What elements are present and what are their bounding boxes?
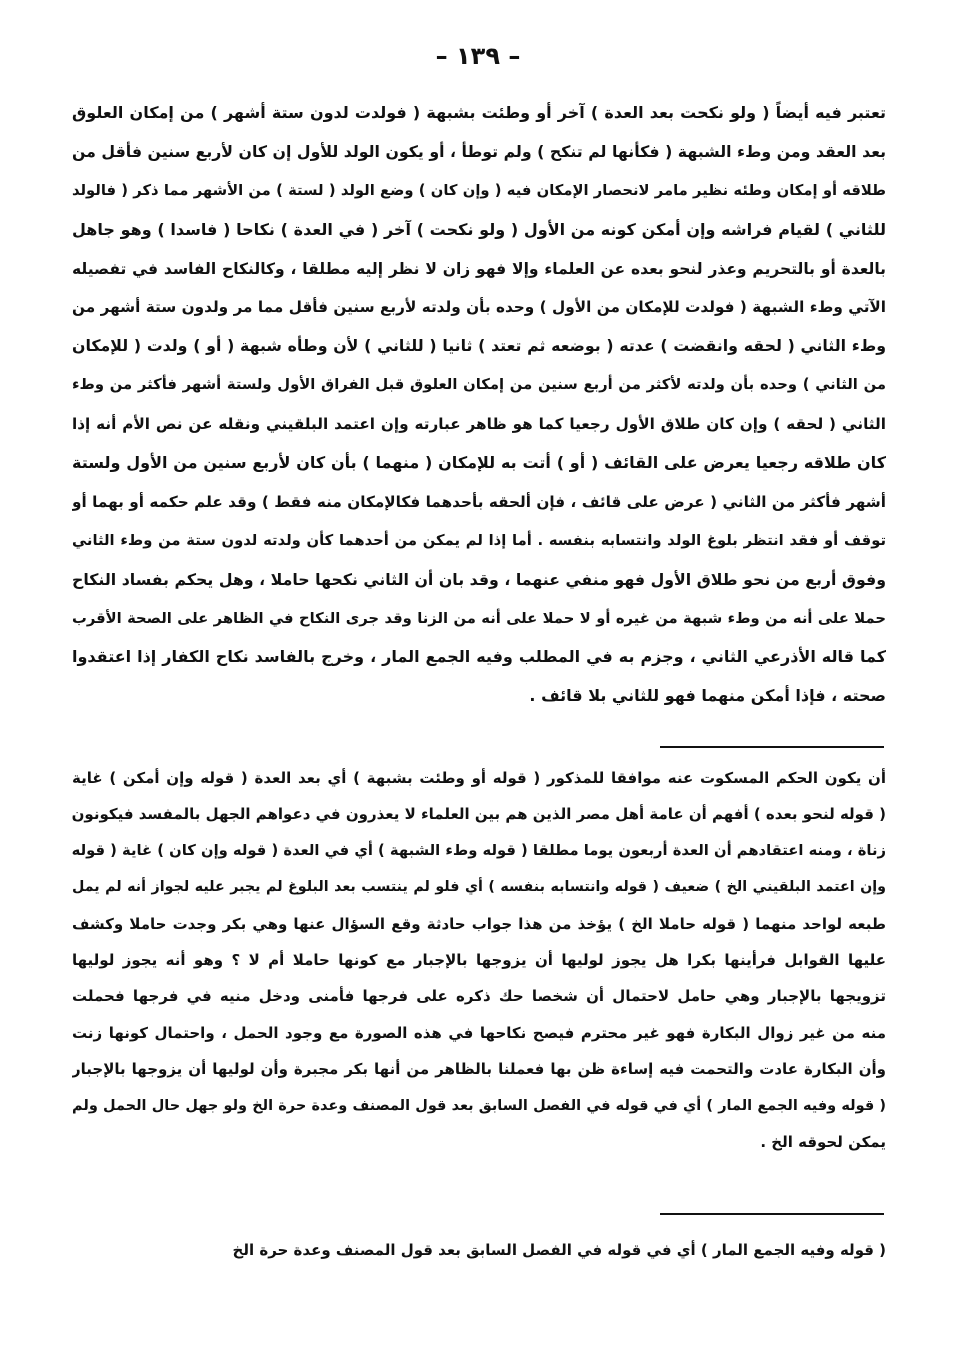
footnote-block — [72, 1232, 886, 1268]
commentary-line: منه من غير زوال البكارة فهو غير محترم فيصح نكاحها في هذه الصورة مع وجود الحمل ، واحتمال كونها زنت — [72, 1023, 886, 1042]
main-text-line: توقف أو فقد انتظر بلوغ الولد وانتسابه بنفسه . أما إذا لم يمكن من أحدهما كأن ولدته لدون ستة من وطء الثاني — [72, 531, 886, 549]
commentary-block — [72, 760, 886, 1160]
main-text-line: بعد العقد ومن وطء الشبهة ( فكأنها لم تنكح ) ولم توطأ ، أو يكون الولد للأول إن كان لأربع سنين فأقل من — [72, 141, 886, 161]
footnote-line: ( قوله وفيه الجمع المار ) أي في قوله في الفصل السابق بعد قول المصنف وعدة حرة الخ — [232, 1241, 886, 1259]
main-text-line: بالعدة أو بالتحريم وعذر لنحو بعده عن العلماء وإلا فهو زان لا نظر إليه مطلقا ، وكالنكاح الفاسد في تفصيله — [72, 259, 886, 278]
main-text-line: تعتبر فيه أيضاً ( ولو نكحت بعد العدة ) آخر أو وطئت بشبهة ( فولدت لدون ستة أشهر ) من إمكان العلوق — [72, 103, 886, 122]
main-text-block — [72, 94, 886, 716]
main-text-line: للثاني ) لقيام فراشه وإن أمكن كونه من الأول ( ولو نكحت ) آخر ( في العدة ) نكاحا ( فاسدا ) وهو جاهل — [72, 219, 886, 239]
main-text-line: أشهر فأكثر من الثاني ( عرض على قائف ، فإن ألحقه بأحدهما فكالإمكان منه فقط ) وقد علم حكمه أو بهما أو — [72, 492, 886, 511]
commentary-line: عليها القوابل فرأينها بكرا هل يجوز لوليها أن يزوجها بالإجبار مع كونها حاملا أم لا ؟ وهو أنه يجوز لوليها — [72, 950, 886, 969]
main-text-line: وطء الثاني ( لحقه وانقضت ) عدته ( بوضعه ثم تعتد ) ثانيا ( للثاني ) لأن وطأه شبهة ( أو ) ولدت ( للإمكان — [72, 336, 886, 356]
separator-rule — [660, 1213, 884, 1215]
separator-rule — [660, 746, 884, 748]
commentary-line: طبعه لواحد منهما ( قوله حاملا الخ ) يؤخذ من هذا جواب حادثة وقع السؤال عنها وهي بكر وجدت حاملا وكشف — [72, 914, 886, 933]
main-text-line: الآتي وطء الشبهة ( فولدت للإمكان من الأول ) وحده بأن ولدته لأربع سنين فأقل مما مر ولدون ستة أشهر من — [72, 298, 886, 317]
main-text-line: طلاقه أو إمكان وطئه نظير مامر لانحصار الإمكان فيه ( وإن كان ) وضع الولد ( لستة ) من الأشهر مما ذكر ( فالولد — [72, 181, 886, 199]
main-text-line: وفوق أربع من نحو طلاق الأول فهو منفي عنهما ، وقد بان أن الثاني نكحها حاملا ، وهل يحكم بفساد النكاح — [72, 569, 886, 589]
commentary-line: ( قوله لنحو بعده ) أفهم أن عامة أهل مصر الذين هم بين العلماء لا يعذرون في دعواهم الجهل بالمفسد فيكونون — [72, 805, 886, 824]
commentary-line: أن يكون الحكم المسكوت عنه موافقا للمذكور ( قوله أو وطئت بشبهة ) أي بعد العدة ( قوله وإن أمكن ) غاية — [72, 769, 886, 787]
main-text-line: صحته ، فإذا أمكن منهما فهو للثاني بلا قائف . — [529, 686, 886, 706]
commentary-line: وإن اعتمد البلقيني الخ ) ضعيف ( قوله وانتسابه بنفسه ) أي فلو لم ينتسب بعد البلوغ لم يجبر عليه لجواز أنه لم يمل — [72, 879, 886, 896]
main-text-line: حملا على أنه من وطء شبهة من غيره أو لا حملا على أنه من الزنا وقد جرى النكاح في الظاهر على الصحة الأقرب — [72, 609, 886, 627]
main-text-line: الثاني ( لحقه ) وإن كان طلاق الأول رجعيا كما هو ظاهر عبارته وإن اعتمد البلقيني ونقله عن نص الأم أنه إذا — [72, 415, 886, 434]
main-text-line: من الثاني ) وحده بأن ولدته لأكثر من أربع سنين من إمكان العلوق قبل الفراق الأول ولستة أشهر فأكثر من وطء — [72, 376, 886, 394]
main-text-line: كان طلاقه رجعيا يعرض على القائف ( أو ) أتت به للإمكان ( منهما ) بأن كان لأربع سنين من الأول ولستة — [72, 453, 886, 473]
page-number: – ١٣٩ – — [435, 42, 521, 70]
main-text-line: كما قاله الأذرعي الثاني ، وجزم به في المطلب وفيه الجمع المار ، وخرج بالفاسد نكاح الكفار إذا اعتقدوا — [72, 647, 886, 667]
commentary-line: زناة ، ومنه اعتقادهم أن العدة أربعون يوما مطلقا ( قوله وطء الشبهة ) أي في العدة ( قوله وإن كان ) غاية ( قوله — [72, 841, 886, 859]
commentary-line: وأن البكارة عادت والتحمت فيه إساءة ظن بها فعملنا بالظاهر من أنها بكر مجبرة وأن لوليها أن يزوجها بالإجبار — [72, 1060, 886, 1079]
commentary-line: تزويجها بالإجبار وهي حامل لاحتمال أن شخصا حك ذكره على فرجها فأمنى ودخل منيه في فرجها فحملت — [72, 987, 886, 1006]
commentary-line: ( قوله وفيه الجمع المار ) أي في قوله في الفصل السابق بعد قول المصنف وعدة حرة الخ ولو جهل حال الحمل ولم — [72, 1097, 886, 1114]
commentary-line: يمكن لحوقه الخ . — [760, 1132, 886, 1151]
